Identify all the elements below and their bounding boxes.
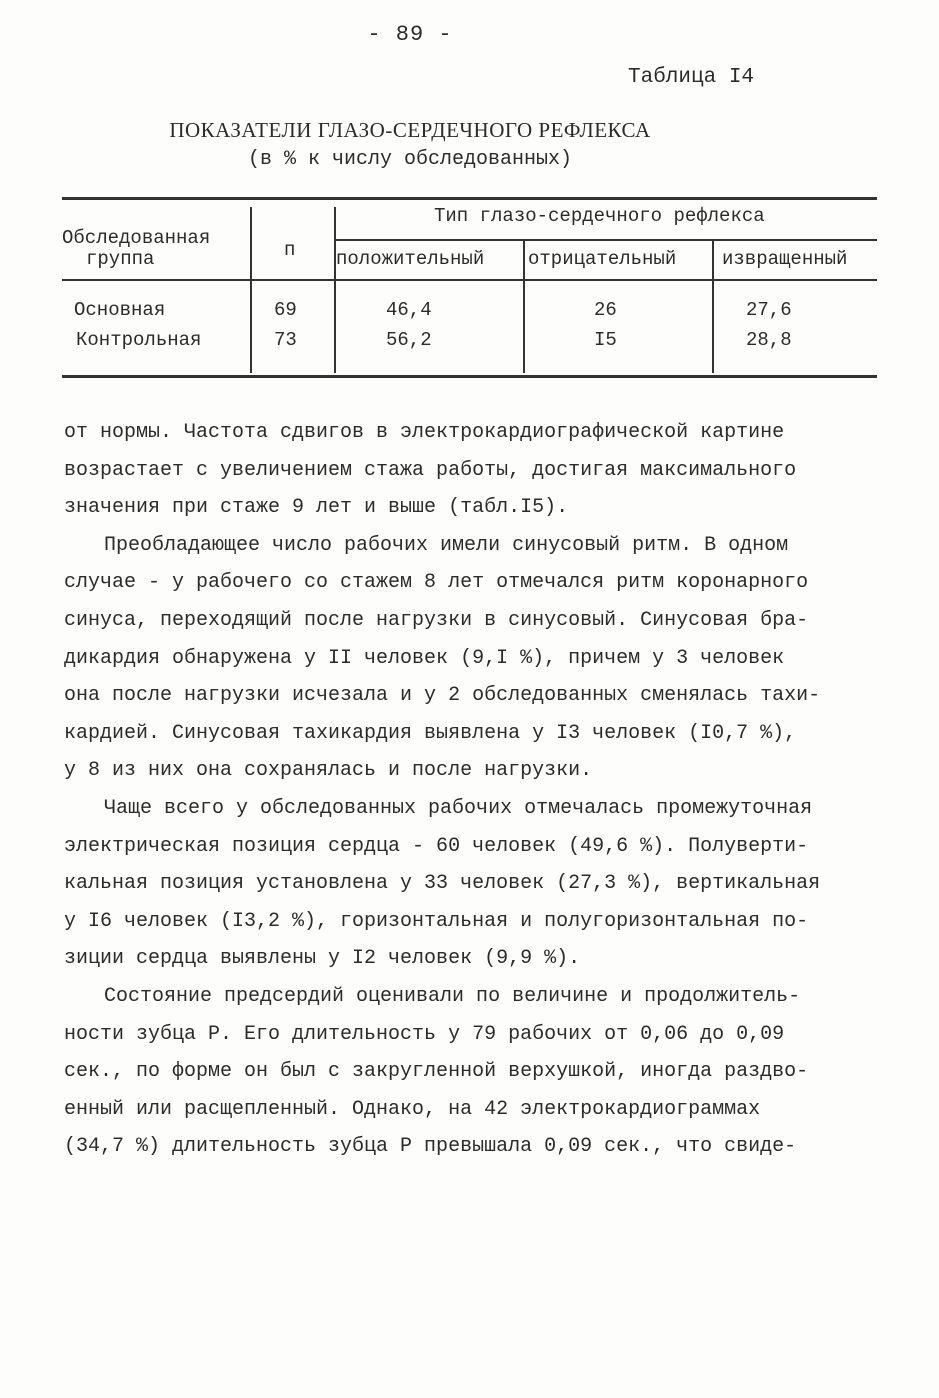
header-positive: положительный (336, 248, 485, 270)
table-bottom-rule (62, 375, 877, 378)
header-group-line1: Обследованная (62, 227, 211, 249)
text-line: синуса, переходящий после нагрузки в синусовый. Синусовая бра- (64, 608, 809, 632)
text-line: от нормы. Частота сдвигов в электрокардиографической картине (64, 421, 785, 444)
table-top-rule (62, 197, 877, 200)
text-line: сек., по форме он был с закругленной верхушкой, иногда раздво- (64, 1060, 809, 1084)
text-line: енный или расщепленный. Однако, на 42 электрокардиограммах (64, 1097, 761, 1121)
text-line: зиции сердца выявлены у I2 человек (9,9 %). (64, 947, 581, 971)
table-divider-n (334, 207, 336, 373)
text-line: возрастает с увеличением стажа работы, достигая максимального (64, 458, 797, 482)
text-line: у 8 из них она сохранялась и после нагрузки. (64, 759, 593, 783)
row-control-n: 73 (274, 329, 297, 351)
table-header-rule (62, 279, 877, 281)
body-text (64, 414, 884, 1166)
table-subheader-rule (334, 239, 877, 241)
header-reflex-type: Тип глазо-сердечного рефлекса (434, 205, 765, 227)
header-n: п (284, 239, 296, 261)
table-subtitle: (в % к числу обследованных) (247, 148, 573, 171)
table-title: ПОКАЗАТЕЛИ ГЛАЗО-СЕРДЕЧНОГО РЕФЛЕКСА (169, 118, 651, 142)
text-line: дикардия обнаружена у II человек (9,I %), причем у 3 человек (64, 646, 785, 670)
text-line: Преобладающее число рабочих имели синусовый ритм. В одном (104, 533, 789, 557)
text-line: ности зубца Р. Его длительность у 79 рабочих от 0,06 до 0,09 (64, 1022, 785, 1046)
text-line: у I6 человек (I3,2 %), горизонтальная и полугоризонтальная по- (64, 909, 809, 933)
row-main-negative: 26 (594, 299, 617, 321)
row-main-positive: 46,4 (386, 299, 432, 321)
row-control-negative: I5 (594, 329, 617, 351)
text-line: случае - у рабочего со стажем 8 лет отмечался ритм коронарного (64, 571, 809, 595)
table-divider-group (250, 207, 252, 373)
table-label: Таблица I4 (628, 66, 755, 89)
row-main-inverted: 27,6 (746, 299, 792, 321)
row-control-inverted: 28,8 (746, 329, 792, 351)
paragraph-3 (64, 790, 884, 978)
text-line: электрическая позиция сердца - 60 человек (49,6 %). Полуверти- (64, 834, 809, 858)
paragraph-4 (64, 978, 884, 1166)
header-inverted: извращенный (722, 248, 848, 270)
reflex-table (62, 193, 877, 379)
table-divider-neg (712, 241, 714, 373)
page-number: - 89 - (367, 22, 453, 47)
row-main-n: 69 (274, 299, 297, 321)
row-main-group: Основная (74, 299, 166, 321)
row-control-positive: 56,2 (386, 329, 432, 351)
paragraph-1 (64, 414, 884, 527)
table-divider-pos (523, 241, 525, 373)
text-line: значения при стаже 9 лет и выше (табл.I5). (64, 496, 569, 520)
paragraph-2 (64, 527, 884, 790)
text-line: она после нагрузки исчезала и у 2 обследованных сменялась тахи- (64, 684, 821, 708)
text-line: Чаще всего у обследованных рабочих отмечалась промежуточная (104, 796, 813, 820)
text-line: кальная позиция установлена у 33 человек (27,3 %), вертикальная (64, 872, 821, 896)
header-negative: отрицательный (528, 248, 677, 270)
text-line: (34,7 %) длительность зубца Р превышала 0,09 сек., что свиде- (64, 1135, 797, 1159)
row-control-group: Контрольная (76, 329, 202, 351)
text-line: кардией. Синусовая тахикардия выявлена у I3 человек (I0,7 %), (64, 721, 797, 745)
header-group-line2: группа (86, 248, 155, 270)
text-line: Состояние предсердий оценивали по величине и продолжитель- (104, 984, 801, 1008)
